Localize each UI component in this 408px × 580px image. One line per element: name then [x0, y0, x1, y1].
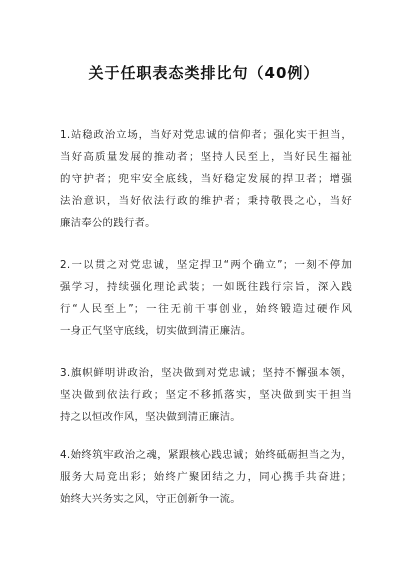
paragraph-line: 服务大局竞出彩；始终广聚团结之力，同心携手共奋进；	[60, 471, 352, 483]
paragraph-line: 强学习，持续强化理论武装；一如既往践行宗旨，深入践	[60, 281, 352, 293]
paragraph-line: 廉洁奉公的践行者。	[60, 217, 156, 229]
paragraph-line: 3.旗帜鲜明讲政治，坚决做到对党忠诚；坚持不懈强本领，	[60, 367, 352, 379]
paragraph-4	[60, 444, 352, 510]
paragraph-line: 一身正气坚守底线，切实做到清正廉洁。	[60, 325, 252, 337]
paragraph-line: 法治意识，当好依法行政的维护者；秉持敬畏之心，当好	[60, 195, 352, 207]
paragraph-1	[60, 124, 352, 234]
paragraph-line: 当好高质量发展的推动者；坚持人民至上，当好民生福祉	[60, 151, 352, 163]
paragraph-2	[60, 254, 352, 342]
document-title: 关于任职表态类排比句（40例）	[88, 64, 320, 82]
paragraph-line: 始终大兴务实之风，守正创新争一流。	[60, 493, 241, 505]
paragraph-line: 行“人民至上”；一往无前干事创业，始终锻造过硬作风	[60, 303, 352, 315]
paragraph-line: 1.站稳政治立场，当好对党忠诚的信仰者；强化实干担当，	[60, 129, 352, 141]
paragraph-line: 的守护者；兜牢安全底线，当好稳定发展的捍卫者；增强	[60, 173, 352, 185]
paragraph-line: 4.始终筑牢政治之魂，紧跟核心践忠诚；始终砥砺担当之为，	[60, 449, 352, 461]
paragraph-3	[60, 362, 352, 428]
paragraph-line: 持之以恒改作风，坚决做到清正廉洁。	[60, 411, 241, 423]
paragraph-line: 坚决做到依法行政；坚定不移抓落实，坚决做到实干担当	[60, 389, 352, 401]
paragraph-line: 2.一以贯之对党忠诚，坚定捍卫“两个确立”；一刻不停加	[60, 259, 352, 271]
